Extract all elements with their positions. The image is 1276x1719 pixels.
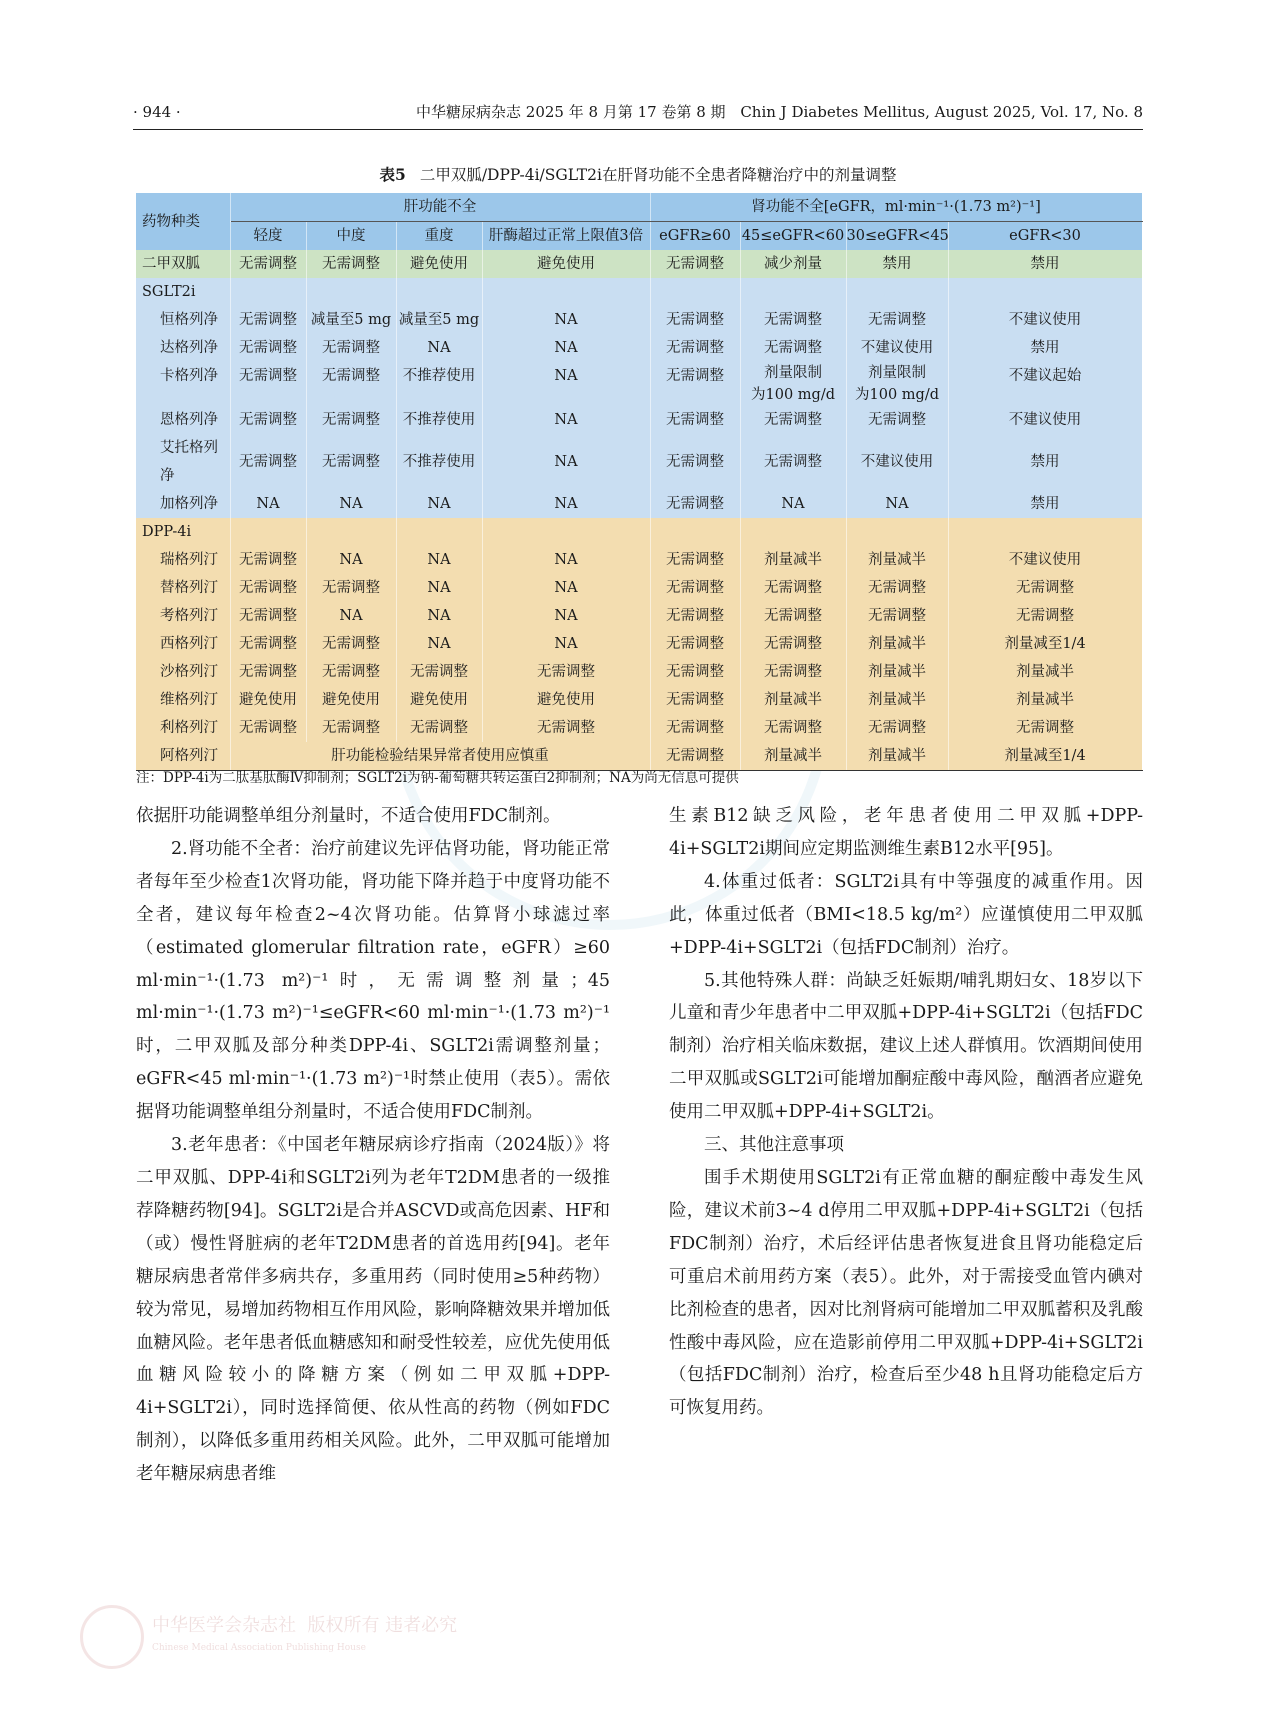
table-cell xyxy=(396,518,482,546)
paragraph: 依据肝功能调整单组分剂量时，不适合使用FDC制剂。 xyxy=(136,806,561,826)
publisher-logo-icon xyxy=(80,1605,144,1669)
table-group-row xyxy=(136,278,1142,306)
table-cell: 无需调整 xyxy=(650,714,740,742)
drug-name: 恩格列净 xyxy=(136,406,230,434)
table-cell: 避免使用 xyxy=(396,686,482,714)
table-row xyxy=(136,406,1142,434)
table-cell: 禁用 xyxy=(846,250,948,278)
table-cell: 无需调整 xyxy=(230,362,306,406)
table-cell: 无需调整 xyxy=(650,334,740,362)
table-cell: 无需调整 xyxy=(740,574,846,602)
table-cell: NA xyxy=(396,546,482,574)
table-cell: 无需调整 xyxy=(846,574,948,602)
table-row xyxy=(136,602,1142,630)
table-cell: 无需调整 xyxy=(650,250,740,278)
left-column xyxy=(136,800,610,1491)
table-cell: NA xyxy=(482,306,650,334)
table-cell: NA xyxy=(482,602,650,630)
paragraph: 2.肾功能不全者：治疗前建议先评估肾功能，肾功能正常者每年至少检查1次肾功能，肾功能下降并趋于中度肾功能不全者，建议每年检查2~4次肾功能。估算肾小球滤过率（estimated glomerular filtration rate，eGFR）≥60 ml·min⁻¹·(1.73 m²)⁻¹时，无需调整剂量；45 ml·min⁻¹·(1.73 m²)⁻¹≤eGFR<60 ml·min⁻¹·(1.73 m²)⁻¹时，二甲双胍及部分种类DPP-4i、SGLT2i需调整剂量；eGFR<45 ml·min⁻¹·(1.73 m²)⁻¹时禁止使用（表5）。需依据肾功能调整单组分剂量时，不适合使用FDC制剂。 xyxy=(136,838,610,1123)
drug-name: 西格列汀 xyxy=(136,630,230,658)
right-column xyxy=(669,800,1143,1425)
table-cell: 无需调整 xyxy=(230,334,306,362)
table-cell: 无需调整 xyxy=(306,630,396,658)
table-cell: 无需调整 xyxy=(306,334,396,362)
table-cell: 剂量减半 xyxy=(740,546,846,574)
table-cell: 无需调整 xyxy=(650,306,740,334)
table-cell: NA xyxy=(846,490,948,518)
table-row xyxy=(136,630,1142,658)
table-cell: 不建议起始 xyxy=(948,362,1142,406)
table-cell: 无需调整 xyxy=(740,714,846,742)
table-cell: 剂量减半 xyxy=(846,630,948,658)
table-cell: 无需调整 xyxy=(740,334,846,362)
drug-name: 加格列净 xyxy=(136,490,230,518)
table-cell: 无需调整 xyxy=(650,406,740,434)
table-cell: 无需调整 xyxy=(650,546,740,574)
table-cell: 剂量减至1/4 xyxy=(948,630,1142,658)
table-cell xyxy=(846,518,948,546)
table-cell: NA xyxy=(230,490,306,518)
page-number: · 944 · xyxy=(133,103,181,121)
table-cell: 剂量减至1/4 xyxy=(948,742,1142,771)
table-row xyxy=(136,686,1142,714)
header-kidney-col: 30≤eGFR<45 xyxy=(846,222,948,251)
paragraph: 生素B12缺乏风险，老年患者使用二甲双胍+DPP-4i+SGLT2i期间应定期监测维生素B12水平[95]。 xyxy=(669,806,1143,859)
table-cell xyxy=(230,278,306,306)
table-cell: 避免使用 xyxy=(306,686,396,714)
table-cell: 无需调整 xyxy=(740,434,846,490)
table-cell: 无需调整 xyxy=(740,406,846,434)
table-cell: 剂量减半 xyxy=(740,742,846,771)
table-cell: 剂量减半 xyxy=(846,742,948,771)
table-cell: NA xyxy=(740,490,846,518)
table-cell: 减量至5 mg xyxy=(306,306,396,334)
table-cell: 无需调整 xyxy=(846,714,948,742)
table-cell: 无需调整 xyxy=(306,362,396,406)
table-number: 表5 xyxy=(379,165,406,184)
table-cell: 无需调整 xyxy=(306,250,396,278)
table-cell: 不推荐使用 xyxy=(396,406,482,434)
table-cell xyxy=(846,278,948,306)
drug-name: 艾托格列净 xyxy=(136,434,230,490)
table-cell xyxy=(482,278,650,306)
table-group-row xyxy=(136,518,1142,546)
drug-name: 替格列汀 xyxy=(136,574,230,602)
header-kidney-col: eGFR<30 xyxy=(948,222,1142,251)
table-row xyxy=(136,250,1142,278)
table-cell: NA xyxy=(482,434,650,490)
table-cell: 避免使用 xyxy=(482,250,650,278)
table-cell: 无需调整 xyxy=(740,306,846,334)
watermark-publisher: 中华医学会杂志社 xyxy=(152,1615,296,1636)
dose-adjustment-table xyxy=(136,193,1143,771)
table-cell xyxy=(230,518,306,546)
table-cell: NA xyxy=(482,490,650,518)
table-cell: 不建议使用 xyxy=(846,434,948,490)
table-cell: 禁用 xyxy=(948,250,1142,278)
table-cell xyxy=(396,278,482,306)
table-cell: 无需调整 xyxy=(230,658,306,686)
table-cell: 无需调整 xyxy=(740,602,846,630)
table-cell: NA xyxy=(482,630,650,658)
table-cell: 无需调整 xyxy=(230,602,306,630)
table-cell: 剂量减半 xyxy=(948,686,1142,714)
table-row xyxy=(136,658,1142,686)
table-cell: 剂量减半 xyxy=(740,686,846,714)
table-title: 二甲双胍/DPP-4i/SGLT2i在肝肾功能不全患者降糖治疗中的剂量调整 xyxy=(419,166,897,184)
table-row xyxy=(136,574,1142,602)
drug-name: 卡格列净 xyxy=(136,362,230,406)
table-cell: 无需调整 xyxy=(306,434,396,490)
table-cell: 无需调整 xyxy=(650,742,740,771)
table-cell: 剂量减半 xyxy=(846,658,948,686)
table-cell: 避免使用 xyxy=(482,686,650,714)
table-cell xyxy=(740,278,846,306)
table-note: 注：DPP-4i为二肽基肽酶Ⅳ抑制剂；SGLT2i为钠-葡萄糖共转运蛋白2抑制剂；NA为尚无信息可提供 xyxy=(136,770,739,786)
table-cell: 无需调整 xyxy=(306,658,396,686)
table-cell: 不推荐使用 xyxy=(396,434,482,490)
table-caption xyxy=(133,163,1143,185)
header-liver-col: 轻度 xyxy=(230,222,306,251)
table-cell: NA xyxy=(396,630,482,658)
table-cell: 无需调整 xyxy=(948,714,1142,742)
paragraph: 围手术期使用SGLT2i有正常血糖的酮症酸中毒发生风险，建议术前3~4 d停用二甲双胍+DPP-4i+SGLT2i（包括FDC制剂）治疗，术后经评估患者恢复进食且肾功能稳定后可重启术前用药方案（表5）。此外，对于需接受血管内碘对比剂检查的患者，因对比剂肾病可能增加二甲双胍蓄积及乳酸性酸中毒风险，应在造影前停用二甲双胍+DPP-4i+SGLT2i（包括FDC制剂）治疗，检查后至少48 h且肾功能稳定后方可恢复用药。 xyxy=(669,1167,1143,1419)
table-cell xyxy=(306,278,396,306)
running-header xyxy=(133,101,1143,130)
table-cell: 禁用 xyxy=(948,434,1142,490)
drug-name: 达格列净 xyxy=(136,334,230,362)
table-cell: NA xyxy=(482,546,650,574)
watermark-text xyxy=(152,1615,457,1659)
table-cell: 无需调整 xyxy=(396,714,482,742)
table-cell: 无需调整 xyxy=(948,602,1142,630)
paragraph: 5.其他特殊人群：尚缺乏妊娠期/哺乳期妇女、18岁以下儿童和青少年患者中二甲双胍+DPP-4i+SGLT2i（包括FDC制剂）治疗相关临床数据，建议上述人群慎用。饮酒期间使用二甲双胍或SGLT2i可能增加酮症酸中毒风险，酗酒者应避免使用二甲双胍+DPP-4i+SGLT2i。 xyxy=(669,970,1143,1123)
table-cell: 剂量减半 xyxy=(846,686,948,714)
drug-name: 瑞格列汀 xyxy=(136,546,230,574)
table-row xyxy=(136,306,1142,334)
drug-group-label: SGLT2i xyxy=(136,278,230,306)
table-cell: NA xyxy=(396,574,482,602)
table-cell: 不建议使用 xyxy=(948,546,1142,574)
table-cell: 无需调整 xyxy=(230,434,306,490)
table-cell: 不建议使用 xyxy=(948,406,1142,434)
watermark-publisher-en: Chinese Medical Association Publishing House xyxy=(152,1643,366,1653)
table-cell: 无需调整 xyxy=(650,630,740,658)
table-cell: 无需调整 xyxy=(230,574,306,602)
watermark-rights: 版权所有 违者必究 xyxy=(307,1615,458,1636)
table-cell xyxy=(650,278,740,306)
table-cell: 剂量限制 为100 mg/d xyxy=(846,362,948,406)
table-cell: 无需调整 xyxy=(650,686,740,714)
table-cell: 剂量减半 xyxy=(948,658,1142,686)
header-kidney-group: 肾功能不全[eGFR，ml·min⁻¹·(1.73 m²)⁻¹] xyxy=(650,193,1142,222)
table-cell: 无需调整 xyxy=(650,434,740,490)
table-cell: 无需调整 xyxy=(740,630,846,658)
journal-title-en: Chin J Diabetes Mellitus, August 2025, Vol. 17, No. 8 xyxy=(740,103,1143,121)
table-cell: 剂量减半 xyxy=(846,546,948,574)
publisher-watermark xyxy=(80,1605,457,1669)
table-cell: 剂量限制 为100 mg/d xyxy=(740,362,846,406)
paragraph: 三、其他注意事项 xyxy=(704,1135,844,1156)
table-cell xyxy=(948,278,1142,306)
header-liver-col: 肝酶超过正常上限值3倍 xyxy=(482,222,650,251)
table-cell xyxy=(482,518,650,546)
drug-group-label: DPP-4i xyxy=(136,518,230,546)
table-row xyxy=(136,362,1142,406)
table-cell: 无需调整 xyxy=(306,406,396,434)
table-row xyxy=(136,434,1142,490)
drug-name: 维格列汀 xyxy=(136,686,230,714)
table-cell xyxy=(306,518,396,546)
table-cell: NA xyxy=(396,602,482,630)
drug-name: 利格列汀 xyxy=(136,714,230,742)
table-cell: NA xyxy=(482,406,650,434)
table-cell xyxy=(740,518,846,546)
table-cell: 无需调整 xyxy=(230,306,306,334)
table-cell: 无需调整 xyxy=(650,602,740,630)
table-cell xyxy=(948,518,1142,546)
drug-name: 阿格列汀 xyxy=(136,742,230,771)
table-cell: NA xyxy=(482,334,650,362)
table-cell: 无需调整 xyxy=(230,250,306,278)
table-cell: 不建议使用 xyxy=(948,306,1142,334)
table-cell: 无需调整 xyxy=(396,658,482,686)
table-row xyxy=(136,490,1142,518)
header-kidney-col: eGFR≥60 xyxy=(650,222,740,251)
table-cell: 无需调整 xyxy=(650,490,740,518)
drug-name: 考格列汀 xyxy=(136,602,230,630)
table-cell: 无需调整 xyxy=(650,362,740,406)
table-cell: 无需调整 xyxy=(650,658,740,686)
table-cell: 无需调整 xyxy=(306,714,396,742)
table-cell: 减量至5 mg xyxy=(396,306,482,334)
table-cell: 无需调整 xyxy=(230,630,306,658)
drug-name: 二甲双胍 xyxy=(136,250,230,278)
header-liver-col: 中度 xyxy=(306,222,396,251)
table-cell xyxy=(650,518,740,546)
table-cell: NA xyxy=(482,362,650,406)
table-row xyxy=(136,714,1142,742)
header-liver-group: 肝功能不全 xyxy=(230,193,650,222)
table-cell: 禁用 xyxy=(948,490,1142,518)
table-cell: 避免使用 xyxy=(396,250,482,278)
table-cell: 无需调整 xyxy=(948,574,1142,602)
table-cell: NA xyxy=(396,334,482,362)
table-cell: 不推荐使用 xyxy=(396,362,482,406)
table-cell-merged: 肝功能检验结果异常者使用应慎重 xyxy=(230,742,650,771)
paragraph: 4.体重过低者：SGLT2i具有中等强度的减重作用。因此，体重过低者（BMI<18.5 kg/m²）应谨慎使用二甲双胍+DPP-4i+SGLT2i（包括FDC制剂）治疗。 xyxy=(669,871,1143,958)
drug-name: 沙格列汀 xyxy=(136,658,230,686)
table-cell: 不建议使用 xyxy=(846,334,948,362)
table-cell: NA xyxy=(306,602,396,630)
table-cell: 无需调整 xyxy=(650,574,740,602)
table-cell: 无需调整 xyxy=(846,406,948,434)
table-cell: 禁用 xyxy=(948,334,1142,362)
table-cell: 避免使用 xyxy=(230,686,306,714)
table-cell: 减少剂量 xyxy=(740,250,846,278)
header-drug-class: 药物种类 xyxy=(136,193,230,250)
table-cell: NA xyxy=(482,574,650,602)
table-cell: 无需调整 xyxy=(482,658,650,686)
table-cell: 无需调整 xyxy=(846,306,948,334)
paragraph: 3.老年患者：《中国老年糖尿病诊疗指南（2024版）》将二甲双胍、DPP-4i和SGLT2i列为老年T2DM患者的一级推荐降糖药物[94]。SGLT2i是合并ASCVD或高危因素、HF和（或）慢性肾脏病的老年T2DM患者的首选用药[94]。老年糖尿病患者常伴多病共存，多重用药（同时使用≥5种药物）较为常见，易增加药物相互作用风险，影响降糖效果并增加低血糖风险。老年患者低血糖感知和耐受性较差，应优先使用低血糖风险较小的降糖方案（例如二甲双胍+DPP-4i+SGLT2i），同时选择简便、依从性高的药物（例如FDC制剂），以降低多重用药相关风险。此外，二甲双胍可能增加老年糖尿病患者维 xyxy=(136,1135,610,1485)
header-liver-col: 重度 xyxy=(396,222,482,251)
journal-title-cn: 中华糖尿病杂志 2025 年 8 月第 17 卷第 8 期 xyxy=(416,103,726,121)
table-cell: NA xyxy=(396,490,482,518)
drug-name: 恒格列净 xyxy=(136,306,230,334)
table-cell: 无需调整 xyxy=(230,406,306,434)
table-cell: NA xyxy=(306,546,396,574)
table-row xyxy=(136,334,1142,362)
header-kidney-col: 45≤eGFR<60 xyxy=(740,222,846,251)
table-cell: 无需调整 xyxy=(740,658,846,686)
table-cell: 无需调整 xyxy=(230,546,306,574)
journal-info xyxy=(416,101,1143,122)
table-cell: 无需调整 xyxy=(230,714,306,742)
table-row xyxy=(136,546,1142,574)
table-cell: 无需调整 xyxy=(846,602,948,630)
table-cell: NA xyxy=(306,490,396,518)
table-cell: 无需调整 xyxy=(482,714,650,742)
table-cell: 无需调整 xyxy=(306,574,396,602)
